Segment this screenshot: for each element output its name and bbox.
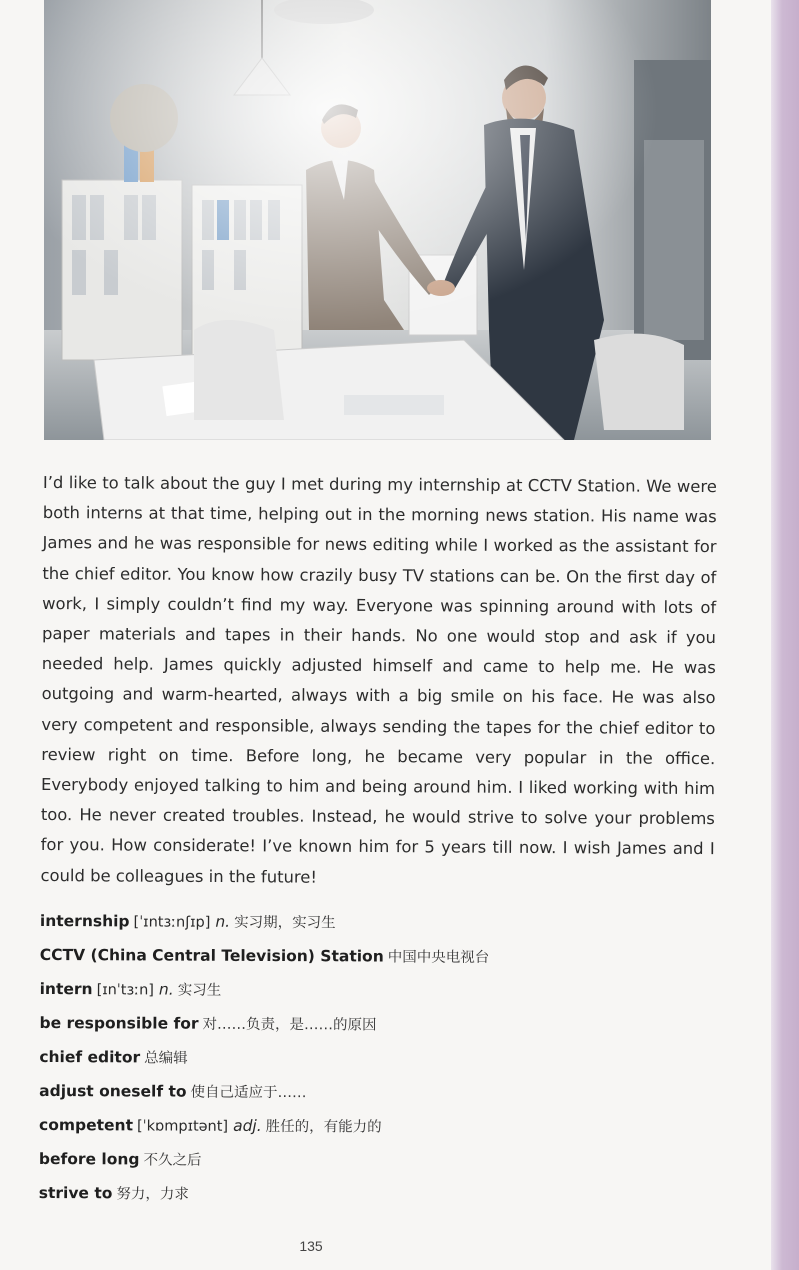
vocab-term: before long: [38, 1149, 140, 1169]
vocab-item-chief-editor: [39, 1042, 559, 1078]
vocab-item-cctv: [40, 940, 560, 976]
vocab-pronunciation: [ˈɪntɜːnʃɪp]: [133, 914, 211, 931]
vocab-part-of-speech: adj.: [233, 1116, 262, 1135]
page-number: 135: [299, 1238, 323, 1254]
vocab-term: competent: [39, 1115, 134, 1135]
vocab-item-before-long: [39, 1144, 559, 1180]
vocab-part-of-speech: n.: [158, 980, 174, 999]
vocab-meaning: 实习期，实习生: [234, 914, 336, 932]
vocab-term: chief editor: [39, 1047, 141, 1067]
vocab-meaning: 中国中央电视台: [387, 949, 490, 966]
passage-text: I’d like to talk about the guy I met during my internship at CCTV Station. We were both interns at that time, helping out in the morning news station. His name was James and he was responsible for news editing while I worked as the assistant for the chief editor. You know how crazily busy TV stations can be. On the first day of work, I simply couldn’t find my way. Everyone was spinning around with lots of paper materials and tapes in their hands. No one would stop and ask if you needed help. James quickly adjusted himself and came to help me. He was outgoing and warm-hearted, always with a big smile on his face. He was also very competent and responsible, always sending the tapes for the chief editor to review right on time. Before long, he became very popular in the office. Everybody enjoyed talking to him and being around him. I liked working with him too. He never created troubles. Instead, he would strive to solve your problems for you. How considerate! I’ve known him for 5 years till now. I wish James and I could be colleagues in the future!: [40, 472, 717, 887]
page-edge: [771, 0, 799, 1270]
vocab-term: internship: [39, 911, 130, 931]
vocab-meaning: 实习生: [177, 982, 222, 999]
vocab-meaning: 使自己适应于……: [190, 1084, 307, 1102]
vocab-item-competent: [39, 1110, 559, 1146]
vocab-meaning: 对……负责，是……的原因: [202, 1016, 377, 1034]
vocab-item-intern: [40, 974, 560, 1010]
vocab-pronunciation: [ˈkɒmpɪtənt]: [136, 1118, 229, 1135]
vocab-pronunciation: [ɪnˈtɜːn]: [96, 982, 154, 999]
vocab-term: strive to: [38, 1183, 113, 1203]
vocab-term: adjust oneself to: [39, 1081, 187, 1101]
vocab-meaning: 努力，力求: [116, 1186, 189, 1203]
vocab-item-internship: [40, 906, 560, 942]
vocab-meaning: 总编辑: [144, 1050, 188, 1067]
vocab-term: intern: [39, 979, 93, 999]
vocab-item-adjust-oneself-to: [39, 1076, 559, 1112]
office-handshake-photo: [44, 0, 711, 440]
vocab-meaning: 胜任的，有能力的: [265, 1118, 382, 1136]
vocab-part-of-speech: n.: [215, 912, 231, 931]
vocab-term: CCTV (China Central Television) Station: [39, 945, 384, 966]
vocabulary-list: [39, 906, 560, 1214]
vocab-term: be responsible for: [39, 1013, 199, 1033]
vocab-item-be-responsible-for: [39, 1008, 559, 1044]
vocab-item-strive-to: [39, 1178, 559, 1214]
vocab-meaning: 不久之后: [143, 1152, 202, 1169]
